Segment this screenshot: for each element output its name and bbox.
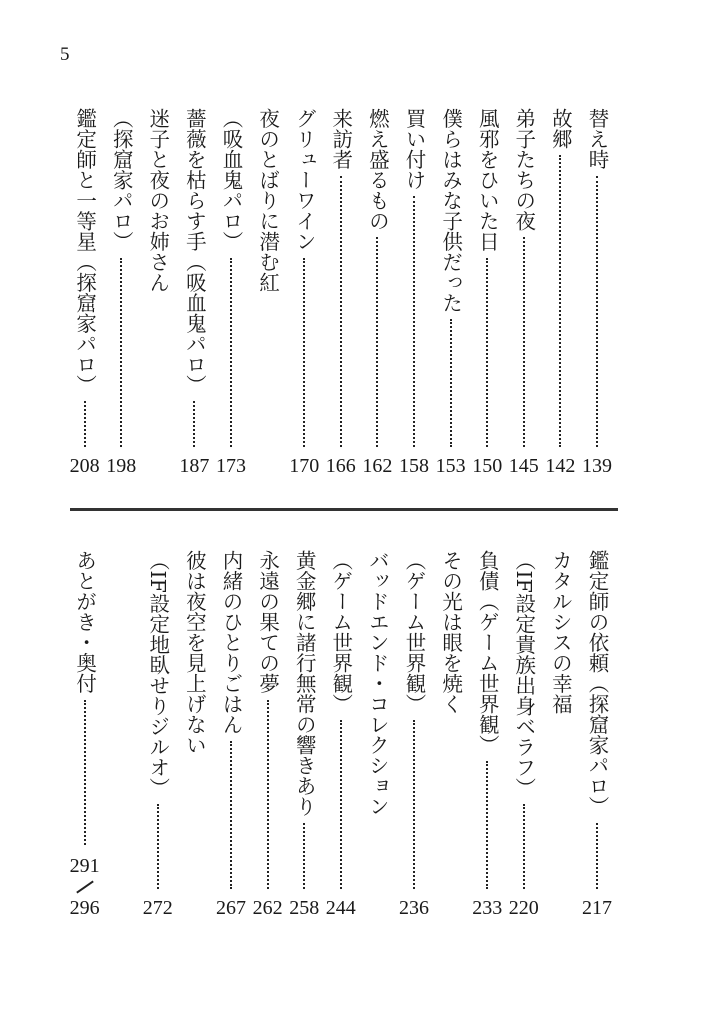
dot-leader	[267, 700, 269, 890]
toc-entry-title: その光は眼を焼く	[438, 550, 463, 714]
dot-leader	[596, 176, 598, 448]
page-number: 139	[582, 455, 612, 477]
dot-leader	[340, 176, 342, 448]
toc-entry-column	[438, 550, 464, 889]
toc-entry-column	[547, 108, 573, 447]
toc-entry-column	[401, 550, 427, 889]
toc-entry-title: 迷子と夜のお姉さん	[145, 108, 170, 293]
toc-entry-title: 故郷	[548, 108, 573, 149]
toc-entry-title: 弟子たちの夜	[511, 108, 536, 231]
dot-leader	[303, 258, 305, 448]
toc-entry-title: 風邪をひいた日	[475, 108, 500, 252]
toc-entry-subtitle: （IF設定貴族出身ベラフ）	[511, 550, 536, 798]
dot-leader	[486, 258, 488, 448]
toc-entry-column	[72, 108, 98, 447]
dot-leader	[193, 401, 195, 447]
dot-leader	[230, 741, 232, 890]
toc-entry-title: 黄金郷に諸行無常の響きあり	[292, 550, 317, 817]
toc-entry-column	[328, 108, 354, 447]
page-number: 244	[325, 897, 356, 919]
page-number-end: 296	[69, 897, 100, 919]
page-number: 162	[362, 455, 393, 477]
toc-entry-column	[255, 108, 281, 447]
toc-entry-column	[328, 550, 354, 889]
dot-leader	[84, 401, 86, 447]
section-divider	[70, 508, 618, 511]
toc-entry-title: 替え時	[585, 108, 609, 170]
toc-entry-title: 薔薇を枯らす手（吸血鬼パロ）	[182, 108, 207, 395]
toc-entry-title: バッドエンド・コレクション	[365, 550, 390, 817]
toc-entry-column	[72, 550, 98, 845]
toc-entry-column	[474, 550, 500, 889]
page-number: 145	[508, 455, 539, 477]
toc-entry-column	[291, 108, 317, 447]
page-number: 220	[508, 897, 539, 919]
toc-entry-title: 買い付け	[402, 108, 426, 190]
page-number: 198	[106, 455, 137, 477]
toc-entry-column	[401, 108, 427, 447]
page-number: 166	[325, 455, 356, 477]
toc-entry-subtitle: （吸血鬼パロ）	[219, 108, 243, 252]
page-number: 262	[252, 897, 283, 919]
toc-entry-column	[364, 550, 390, 889]
dot-leader	[84, 700, 86, 846]
dot-leader	[486, 761, 488, 889]
page-number-start: 291	[69, 855, 100, 877]
toc-entry-subtitle: （探窟家パロ）	[109, 108, 134, 252]
toc-entry-title: グリューワイン	[292, 108, 317, 252]
dot-leader	[230, 258, 232, 448]
dot-leader	[376, 237, 378, 447]
toc-entry-title: 僕らはみな子供だった	[438, 108, 463, 313]
page-number: 208	[69, 455, 100, 477]
toc-entry-column	[218, 108, 244, 447]
page-number: 153	[435, 455, 466, 477]
toc-entry-column	[218, 550, 244, 889]
page-number: 142	[545, 455, 576, 477]
dot-leader	[523, 804, 525, 889]
range-slash	[76, 880, 94, 893]
toc-entry-title: 内緒のひとりごはん	[219, 550, 243, 735]
toc-entry-title: カタルシスの幸福	[548, 550, 573, 714]
dot-leader	[120, 258, 122, 448]
dot-leader	[340, 720, 342, 889]
page-number: 173	[216, 455, 246, 477]
toc-entry-column	[255, 550, 281, 889]
page-number: 170	[289, 455, 320, 477]
toc-entry-column	[364, 108, 390, 447]
page-number: 158	[399, 455, 429, 477]
toc-entry-title: 鑑定師の依頼（探窟家パロ）	[585, 550, 609, 817]
toc-entry-subtitle: （ゲーム世界観）	[402, 550, 426, 714]
dot-leader	[523, 237, 525, 447]
page-number: 5	[60, 44, 70, 65]
toc-entry-title: 彼は夜空を見上げない	[182, 550, 207, 755]
toc-entry-title: 来訪者	[328, 108, 353, 170]
dot-leader	[413, 720, 415, 889]
toc-entry-column	[511, 550, 537, 889]
page-number: 217	[582, 897, 612, 919]
toc-entry-column	[145, 108, 171, 447]
dot-leader	[596, 823, 598, 890]
page-number: 272	[142, 897, 173, 919]
toc-entry-column	[181, 550, 207, 889]
toc-entry-subtitle: （IF設定地臥せりジルオ）	[145, 550, 170, 798]
toc-entry-column	[474, 108, 500, 447]
dot-leader	[157, 804, 159, 889]
toc-entry-column	[438, 108, 464, 447]
toc-entry-title: あとがき・奥付	[72, 550, 97, 694]
toc-entry-title: 燃え盛るもの	[365, 108, 390, 231]
page-number: 187	[179, 455, 210, 477]
page-number: 267	[216, 897, 246, 919]
toc-entry-column	[108, 108, 134, 447]
toc-entry-column	[547, 550, 573, 889]
toc-entry-title: 永遠の果ての夢	[255, 550, 280, 694]
toc-entry-title: 鑑定師と一等星（探窟家パロ）	[72, 108, 97, 395]
toc-entry-column	[181, 108, 207, 447]
toc-entry-column	[145, 550, 171, 889]
toc-entry-title: 負債（ゲーム世界観）	[475, 550, 500, 755]
dot-leader	[303, 823, 305, 890]
page-number: 258	[289, 897, 320, 919]
toc-entry-column	[291, 550, 317, 889]
dot-leader	[450, 319, 452, 447]
page-number: 236	[399, 897, 429, 919]
toc-entry-column	[584, 108, 610, 447]
page-number: 233	[472, 897, 503, 919]
toc-entry-column	[511, 108, 537, 447]
page-number: 150	[472, 455, 503, 477]
dot-leader	[559, 155, 561, 447]
toc-entry-title: 夜のとばりに潜む紅	[255, 108, 280, 293]
toc-entry-column	[584, 550, 610, 889]
dot-leader	[413, 196, 415, 447]
toc-entry-subtitle: （ゲーム世界観）	[328, 550, 353, 714]
